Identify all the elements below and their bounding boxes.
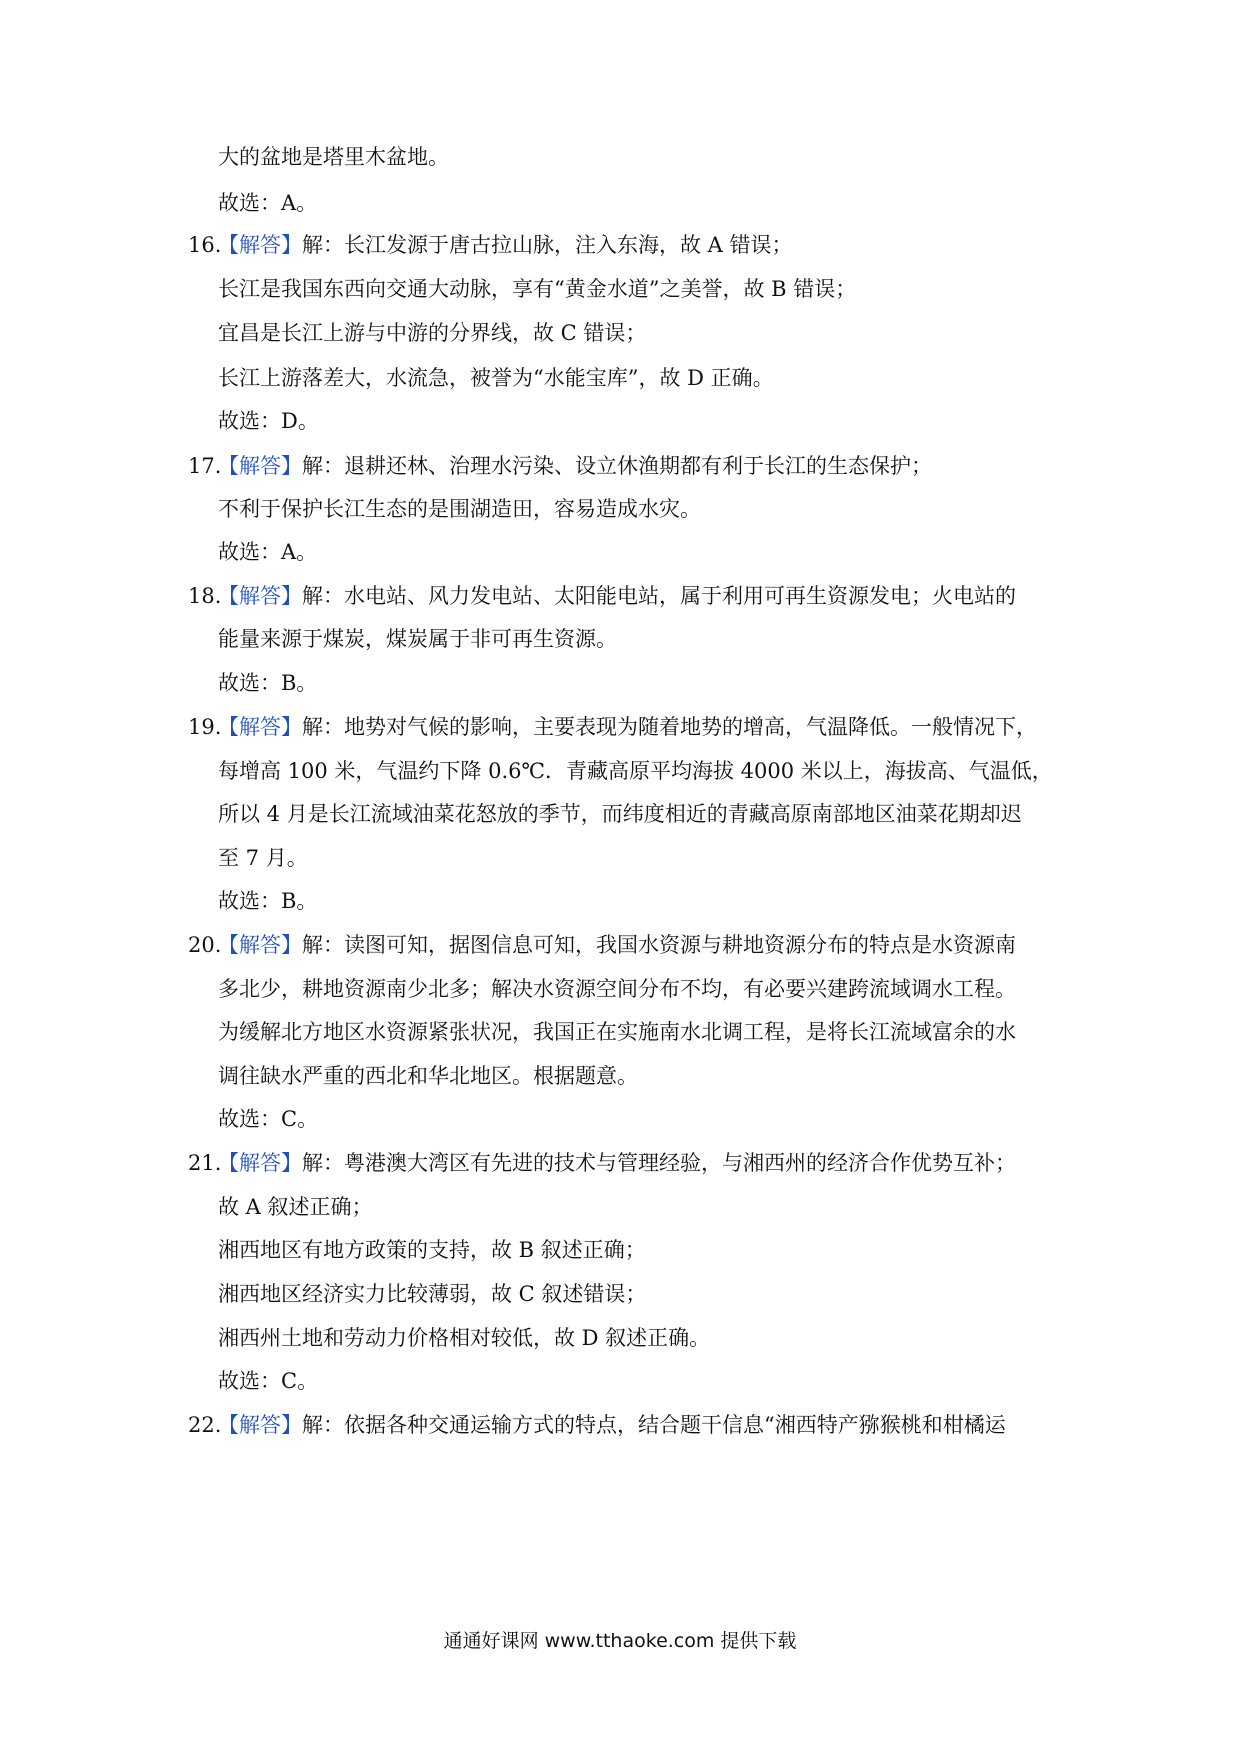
answer-tag: 【解答】 — [218, 933, 302, 957]
question-line — [188, 1146, 1016, 1180]
line-text: 调往缺水严重的西北和华北地区。根据题意。 — [218, 1064, 638, 1088]
line-text: 湘西地区有地方政策的支持，故 B 叙述正确； — [218, 1238, 646, 1262]
line-text: 解：粤港澳大湾区有先进的技术与管理经验，与湘西州的经济合作优势互补； — [302, 1151, 1016, 1175]
line-text: 至 7 月。 — [218, 846, 308, 870]
line-text: 大的盆地是塔里木盆地。 — [218, 145, 449, 169]
line-text: 长江是我国东西向交通大动脉，享有“黄金水道”之美誉，故 B 错误； — [218, 277, 857, 301]
question-number: 22. — [188, 1413, 222, 1437]
line-text: 长江上游落差大，水流急，被誉为“水能宝库”，故 D 正确。 — [218, 366, 774, 390]
line-text: 解：长江发源于唐古拉山脉，注入东海，故 A 错误； — [302, 233, 793, 257]
text-line — [218, 1059, 638, 1093]
question-line — [188, 579, 1016, 613]
answer-tag: 【解答】 — [218, 584, 302, 608]
text-line — [218, 272, 856, 306]
text-line — [218, 972, 1016, 1006]
text-line — [218, 666, 317, 700]
line-text: 故选：A。 — [218, 191, 318, 215]
line-text: 能量来源于煤炭，煤炭属于非可再生资源。 — [218, 627, 617, 651]
text-line — [218, 884, 317, 918]
question-number: 16. — [188, 233, 222, 257]
line-text: 解：依据各种交通运输方式的特点，结合题干信息“湘西特产猕猴桃和柑橘运 — [302, 1413, 1006, 1437]
answer-tag: 【解答】 — [218, 715, 302, 739]
line-text: 故选：C。 — [218, 1369, 319, 1393]
text-line — [218, 404, 319, 438]
text-line — [218, 1364, 318, 1398]
text-line — [218, 622, 617, 656]
question-number: 18. — [188, 584, 222, 608]
line-text: 多北少，耕地资源南少北多；解决水资源空间分布不均，有必要兴建跨流域调水工程。 — [218, 977, 1016, 1001]
text-line — [218, 1277, 646, 1311]
line-text: 每增高 100 米，气温约下降 0.6℃．青藏高原平均海拔 4000 米以上，海拔高、气温低， — [218, 759, 1053, 783]
line-text: 宜昌是长江上游与中游的分界线，故 C 错误； — [218, 321, 647, 345]
line-text: 解：水电站、风力发电站、太阳能电站，属于利用可再生资源发电；火电站的 — [302, 584, 1016, 608]
text-line — [218, 841, 308, 875]
question-number: 21. — [188, 1151, 222, 1175]
line-text: 故选：C。 — [218, 1107, 319, 1131]
question-line — [188, 449, 932, 483]
line-text: 故选：B。 — [218, 671, 318, 695]
line-text: 为缓解北方地区水资源紧张状况，我国正在实施南水北调工程，是将长江流域富余的水 — [218, 1020, 1016, 1044]
line-text: 湘西州土地和劳动力价格相对较低，故 D 叙述正确。 — [218, 1326, 711, 1350]
text-line — [218, 140, 449, 174]
text-line — [218, 1102, 318, 1136]
question-number: 17. — [188, 454, 222, 478]
text-line — [218, 316, 646, 350]
question-line — [188, 228, 793, 262]
line-text: 解：地势对气候的影响，主要表现为随着地势的增高，气温降低。一般情况下， — [302, 715, 1037, 739]
line-text: 解：退耕还林、治理水污染、设立休渔期都有利于长江的生态保护； — [302, 454, 932, 478]
text-line — [218, 797, 1022, 831]
line-text: 故 A 叙述正确； — [218, 1195, 373, 1219]
line-text: 故选：D。 — [218, 409, 319, 433]
text-line — [218, 754, 1053, 788]
text-line — [218, 1015, 1016, 1049]
question-line — [188, 710, 1037, 744]
question-line — [188, 1408, 1006, 1442]
answer-tag: 【解答】 — [218, 233, 302, 257]
text-line — [218, 1233, 646, 1267]
line-text: 湘西地区经济实力比较薄弱，故 C 叙述错误； — [218, 1282, 647, 1306]
answer-tag: 【解答】 — [218, 1413, 302, 1437]
answer-tag: 【解答】 — [218, 454, 302, 478]
question-number: 20. — [188, 933, 222, 957]
line-text: 所以 4 月是长江流域油菜花怒放的季节，而纬度相近的青藏高原南部地区油菜花期却迟 — [218, 802, 1022, 826]
text-line — [218, 492, 701, 526]
question-line — [188, 928, 1016, 962]
line-text: 不利于保护长江生态的是围湖造田，容易造成水灾。 — [218, 497, 701, 521]
question-number: 19. — [188, 715, 222, 739]
text-line — [218, 535, 317, 569]
line-text: 解：读图可知，据图信息可知，我国水资源与耕地资源分布的特点是水资源南 — [302, 933, 1016, 957]
text-line — [218, 361, 774, 395]
text-line — [218, 186, 317, 220]
text-line — [218, 1190, 373, 1224]
footer-watermark: 通通好课网 www.tthaoke.com 提供下载 — [443, 1630, 797, 1652]
line-text: 故选：B。 — [218, 889, 318, 913]
text-line — [218, 1321, 710, 1355]
answer-tag: 【解答】 — [218, 1151, 302, 1175]
line-text: 故选：A。 — [218, 540, 318, 564]
